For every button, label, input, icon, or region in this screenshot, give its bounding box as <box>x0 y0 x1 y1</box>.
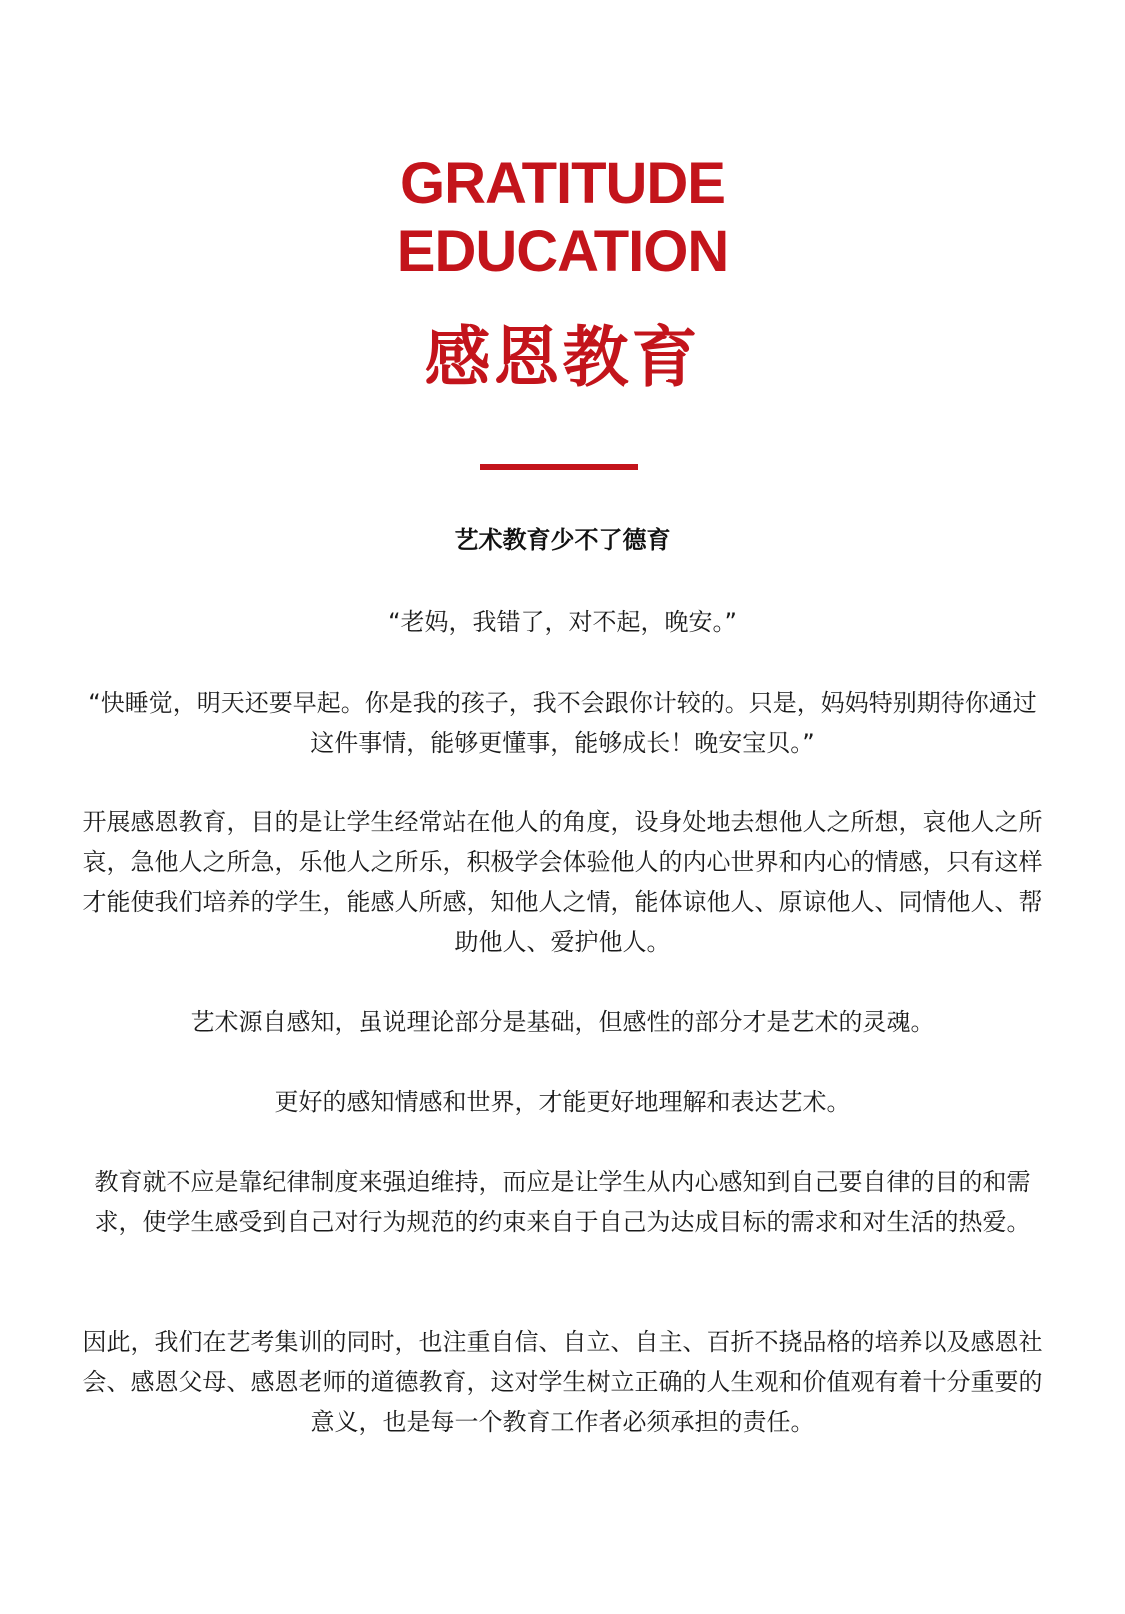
section-subtitle: 艺术教育少不了德育 <box>454 526 671 554</box>
paragraph-moral-education: 因此，我们在艺考集训的同时，也注重自信、自立、自主、百折不挠品格的培养以及感恩社会、感恩父母、感恩老师的道德教育，这对学生树立正确的人生观和价值观有着十分重要的意义，也是每一个教育工作者必须承担的责任。 <box>82 1328 1043 1436</box>
title-chinese: 感恩教育 <box>424 319 701 396</box>
paragraph-better-perception: 更好的感知情感和世界，才能更好地理解和表达艺术。 <box>274 1088 851 1116</box>
paragraph-mother-reply: “快睡觉，明天还要早起。你是我的孩子，我不会跟你计较的。只是，妈妈特别期待你通过这件事情，能够更懂事，能够成长！晚安宝贝。” <box>88 689 1037 757</box>
paragraph-art-perception: 艺术源自感知，虽说理论部分是基础，但感性的部分才是艺术的灵魂。 <box>190 1008 935 1036</box>
title-divider <box>480 464 638 470</box>
title-english-line1: GRATITUDE <box>399 151 725 216</box>
title-english <box>0 150 1125 286</box>
paragraph-self-discipline: 教育就不应是靠纪律制度来强迫维持，而应是让学生从内心感知到自己要自律的目的和需求，使学生感受到自己对行为规范的约束来自于自己为达成目标的需求和对生活的热爱。 <box>94 1168 1031 1236</box>
title-english-line2: EDUCATION <box>396 219 729 284</box>
paragraph-child-apology: “老妈，我错了，对不起，晚安。” <box>388 608 737 636</box>
paragraph-gratitude-purpose: 开展感恩教育，目的是让学生经常站在他人的角度，设身处地去想他人之所想，哀他人之所哀，急他人之所急，乐他人之所乐，积极学会体验他人的内心世界和内心的情感，只有这样才能使我们培养的学生，能感人所感，知他人之情，能体谅他人、原谅他人、同情他人、帮助他人、爱护他人。 <box>82 808 1043 956</box>
